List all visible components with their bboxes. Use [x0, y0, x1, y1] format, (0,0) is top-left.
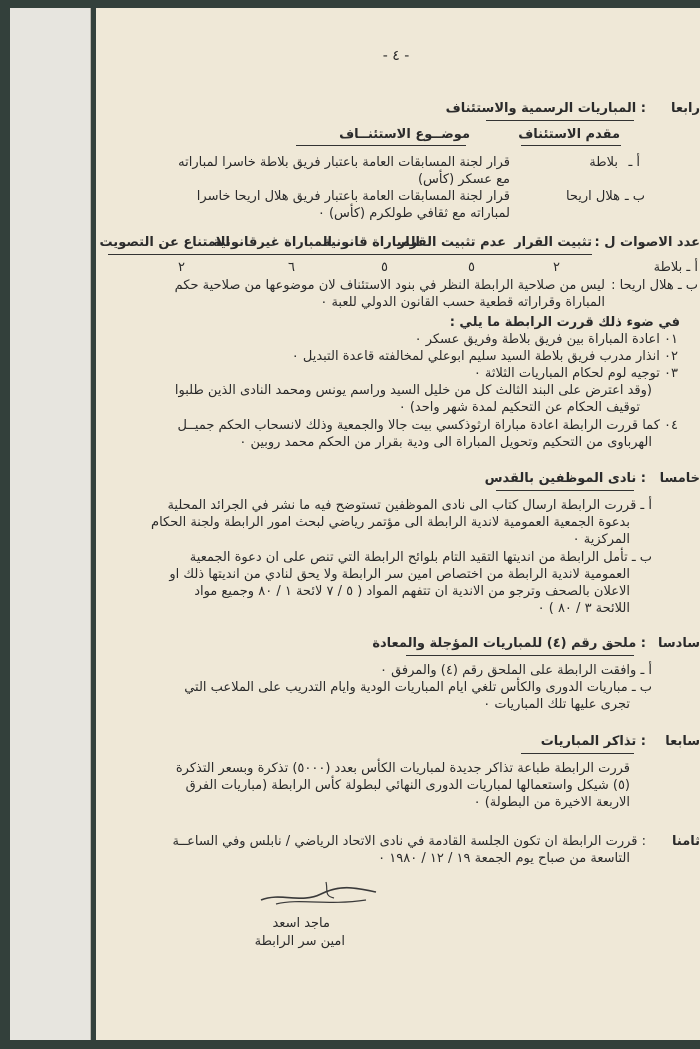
section-5-title: : نادى الموظفين بالقدس: [484, 471, 646, 486]
appeal-subject-column-header: موضــوع الاستئنــاف: [339, 127, 470, 142]
signatory-name: ماجد اسعد: [272, 916, 330, 931]
votes-header-underline: [108, 254, 592, 255]
decision-4-line1: ٠٤ كما قررت الرابطة اعادة مباراة ارثوذكسي بيت جالا والجمعية وذلك لانسحاب الحكم جميــل: [177, 418, 678, 433]
section-5-b-line4: اللائحة ٣ / ٨٠ ) ٠: [537, 601, 630, 616]
appellant-header-underline: [521, 145, 621, 146]
section-8-line2: التاسعة من صباح يوم الجمعة ١٩ / ١٢ / ١٩٨٠ ٠: [378, 851, 630, 866]
item-b-letter: ب ـ: [624, 189, 645, 204]
section-5-a-line2: بدعوة الجمعية العمومية لاندية الرابطة الى مؤتمر رياضي لبحث امور الرابطة ولجنة الحكام: [151, 515, 630, 530]
facing-page-edge: [10, 8, 91, 1040]
vote-count-4: ٦: [288, 260, 295, 275]
item-b-party: هلال اريحا: [565, 189, 620, 204]
decision-3-note-line1: (وقد اعترض على البند الثالث كل من خليل السيد وراسم يونس ومحمد النادى الذين طلبوا: [174, 383, 652, 398]
section-8-number: ثامنا: [672, 834, 700, 849]
section-7-line2: (٥) شيكل واستعمالها لمباريات الدورى النهائي لبطولة كأس الرابطة (مباريات الفرق: [185, 778, 630, 793]
section-7-title: : تذاكر المباريات: [540, 734, 646, 749]
section-6-underline: [406, 655, 634, 656]
decision-2: ٠٢ انذار مدرب فريق بلاطة السيد سليم ابوعلي لمخالفته قاعدة التبديل ٠: [291, 349, 678, 364]
section-6-b-line2: تجرى عليها تلك المباريات ٠: [483, 697, 630, 712]
section-7-line1: قررت الرابطة طباعة تذاكر جديدة لمباريات الكأس بعدد (٥٠٠٠) تذكرة وبسعر التذكرة: [175, 761, 630, 776]
page-number: - ٤ -: [382, 48, 410, 64]
section-7-underline: [521, 753, 634, 754]
handwritten-signature: [256, 874, 386, 914]
section-5-b-line2: العمومية لاندية الرابطة من اختصاص امين سر الرابطة ولا يحق لنادي من انديتها ذلك او: [169, 567, 630, 582]
section-6-b-line1: ب ـ مباريات الدورى والكأس تلغي ايام المباريات الودية وايام التدريب على الملاعب التي: [184, 680, 652, 695]
signatory-role: امين سر الرابطة: [254, 934, 345, 949]
votes-label: عدد الاصوات ل :: [594, 235, 700, 250]
section-4-underline: [486, 120, 634, 121]
decision-4-line2: الهرباوى من التحكيم وتحويل المباراة الى ودية بقرار من الحكم محمد روبين ٠: [239, 435, 652, 450]
item-b-line1: قرار لجنة المسابقات العامة باعتبار فريق هلال اريحا خاسرا: [196, 189, 510, 204]
item-a-party: بلاطة: [589, 155, 618, 170]
section-5-a-line1: أ ـ قررت الرابطة ارسال كتاب الى نادى الموظفين تستوضح فيه ما نشر في الجرائد المحلية: [167, 498, 652, 513]
section-8-line1: : قررت الرابطة ان تكون الجلسة القادمة في نادى الاتحاد الرياضي / نابلس وفي الساعــة: [172, 834, 646, 849]
section-5-b-line1: ب ـ تأمل الرابطة من انديتها التقيد التام بلوائح الرابطة التي تنص على ان دعوة الجمعية: [189, 550, 652, 565]
vote-header-2: عدم تثبيت القرار: [397, 235, 506, 250]
vote-header-5: الامتناع عن التصويت: [99, 235, 230, 250]
section-5-underline: [496, 490, 634, 491]
section-5-a-line3: المركزية ٠: [572, 532, 630, 547]
item-a-line1: قرار لجنة المسابقات العامة باعتبار فريق بلاطة خاسرا لمباراته: [178, 155, 510, 170]
votes-row-a-label: أ ـ بلاطة: [653, 260, 698, 275]
decision-intro: في ضوء ذلك قررت الرابطة ما يلي :: [449, 315, 680, 330]
document-page: [96, 8, 700, 1040]
item-a-letter: أ ـ: [628, 155, 640, 170]
vote-count-2: ٥: [468, 260, 475, 275]
item-a-line2: مع عسكر (كأس): [417, 172, 510, 187]
section-7-line3: الاربعة الاخيرة من البطولة) ٠: [473, 795, 630, 810]
section-6-title: : ملحق رقم (٤) للمباريات المؤجلة والمعادة: [372, 636, 646, 651]
item-b-line2: لمباراته مع ثقافي طولكرم (كأس) ٠: [317, 206, 510, 221]
vote-header-1: تثبيت القرار: [514, 235, 592, 250]
b2-line2: المباراة وقراراته قطعية حسب القانون الدولي للعبة ٠: [320, 295, 605, 310]
vote-count-3: ٥: [381, 260, 388, 275]
appellant-column-header: مقدم الاستئناف: [518, 127, 620, 142]
decision-3: ٠٣ توجيه لوم لحكام المباريات الثلاثة ٠: [473, 366, 678, 381]
section-6-a: أ ـ وافقت الرابطة على الملحق رقم (٤) والمرفق ٠: [379, 663, 652, 678]
section-7-number: سابعا: [665, 734, 700, 749]
vote-count-5: ٢: [178, 260, 185, 275]
decision-1: ٠١ اعادة المباراة بين فريق بلاطة وفريق عسكر ٠: [414, 332, 678, 347]
vote-count-1: ٢: [553, 260, 560, 275]
decision-3-note-line2: توقيف الحكام عن التحكيم لمدة شهر واحد) ٠: [398, 400, 640, 415]
subject-header-underline: [296, 145, 466, 146]
section-5-b-line3: الاعلان بالصحف وترجو من الاندية ان تتفهم المواد ( ٥ / ٧ لائحة ١ / ٨٠ وجميع مواد: [194, 584, 630, 599]
b2-line1: ليس من صلاحية الرابطة النظر في بنود الاستئناف لان موضوعها من صلاحية حكم: [174, 278, 605, 293]
vote-header-4: المباراة غيرقانونية: [212, 235, 332, 250]
section-6-number: سادسا: [657, 636, 700, 651]
section-4-number: رابعا: [670, 101, 700, 116]
section-5-number: خامسا: [659, 471, 700, 486]
b2-intro: ب ـ هلال اريحا :: [611, 278, 698, 293]
vote-header-3: المباراة قانونية: [323, 235, 420, 250]
section-4-title: : المباريات الرسمية والاستئناف: [445, 101, 646, 116]
